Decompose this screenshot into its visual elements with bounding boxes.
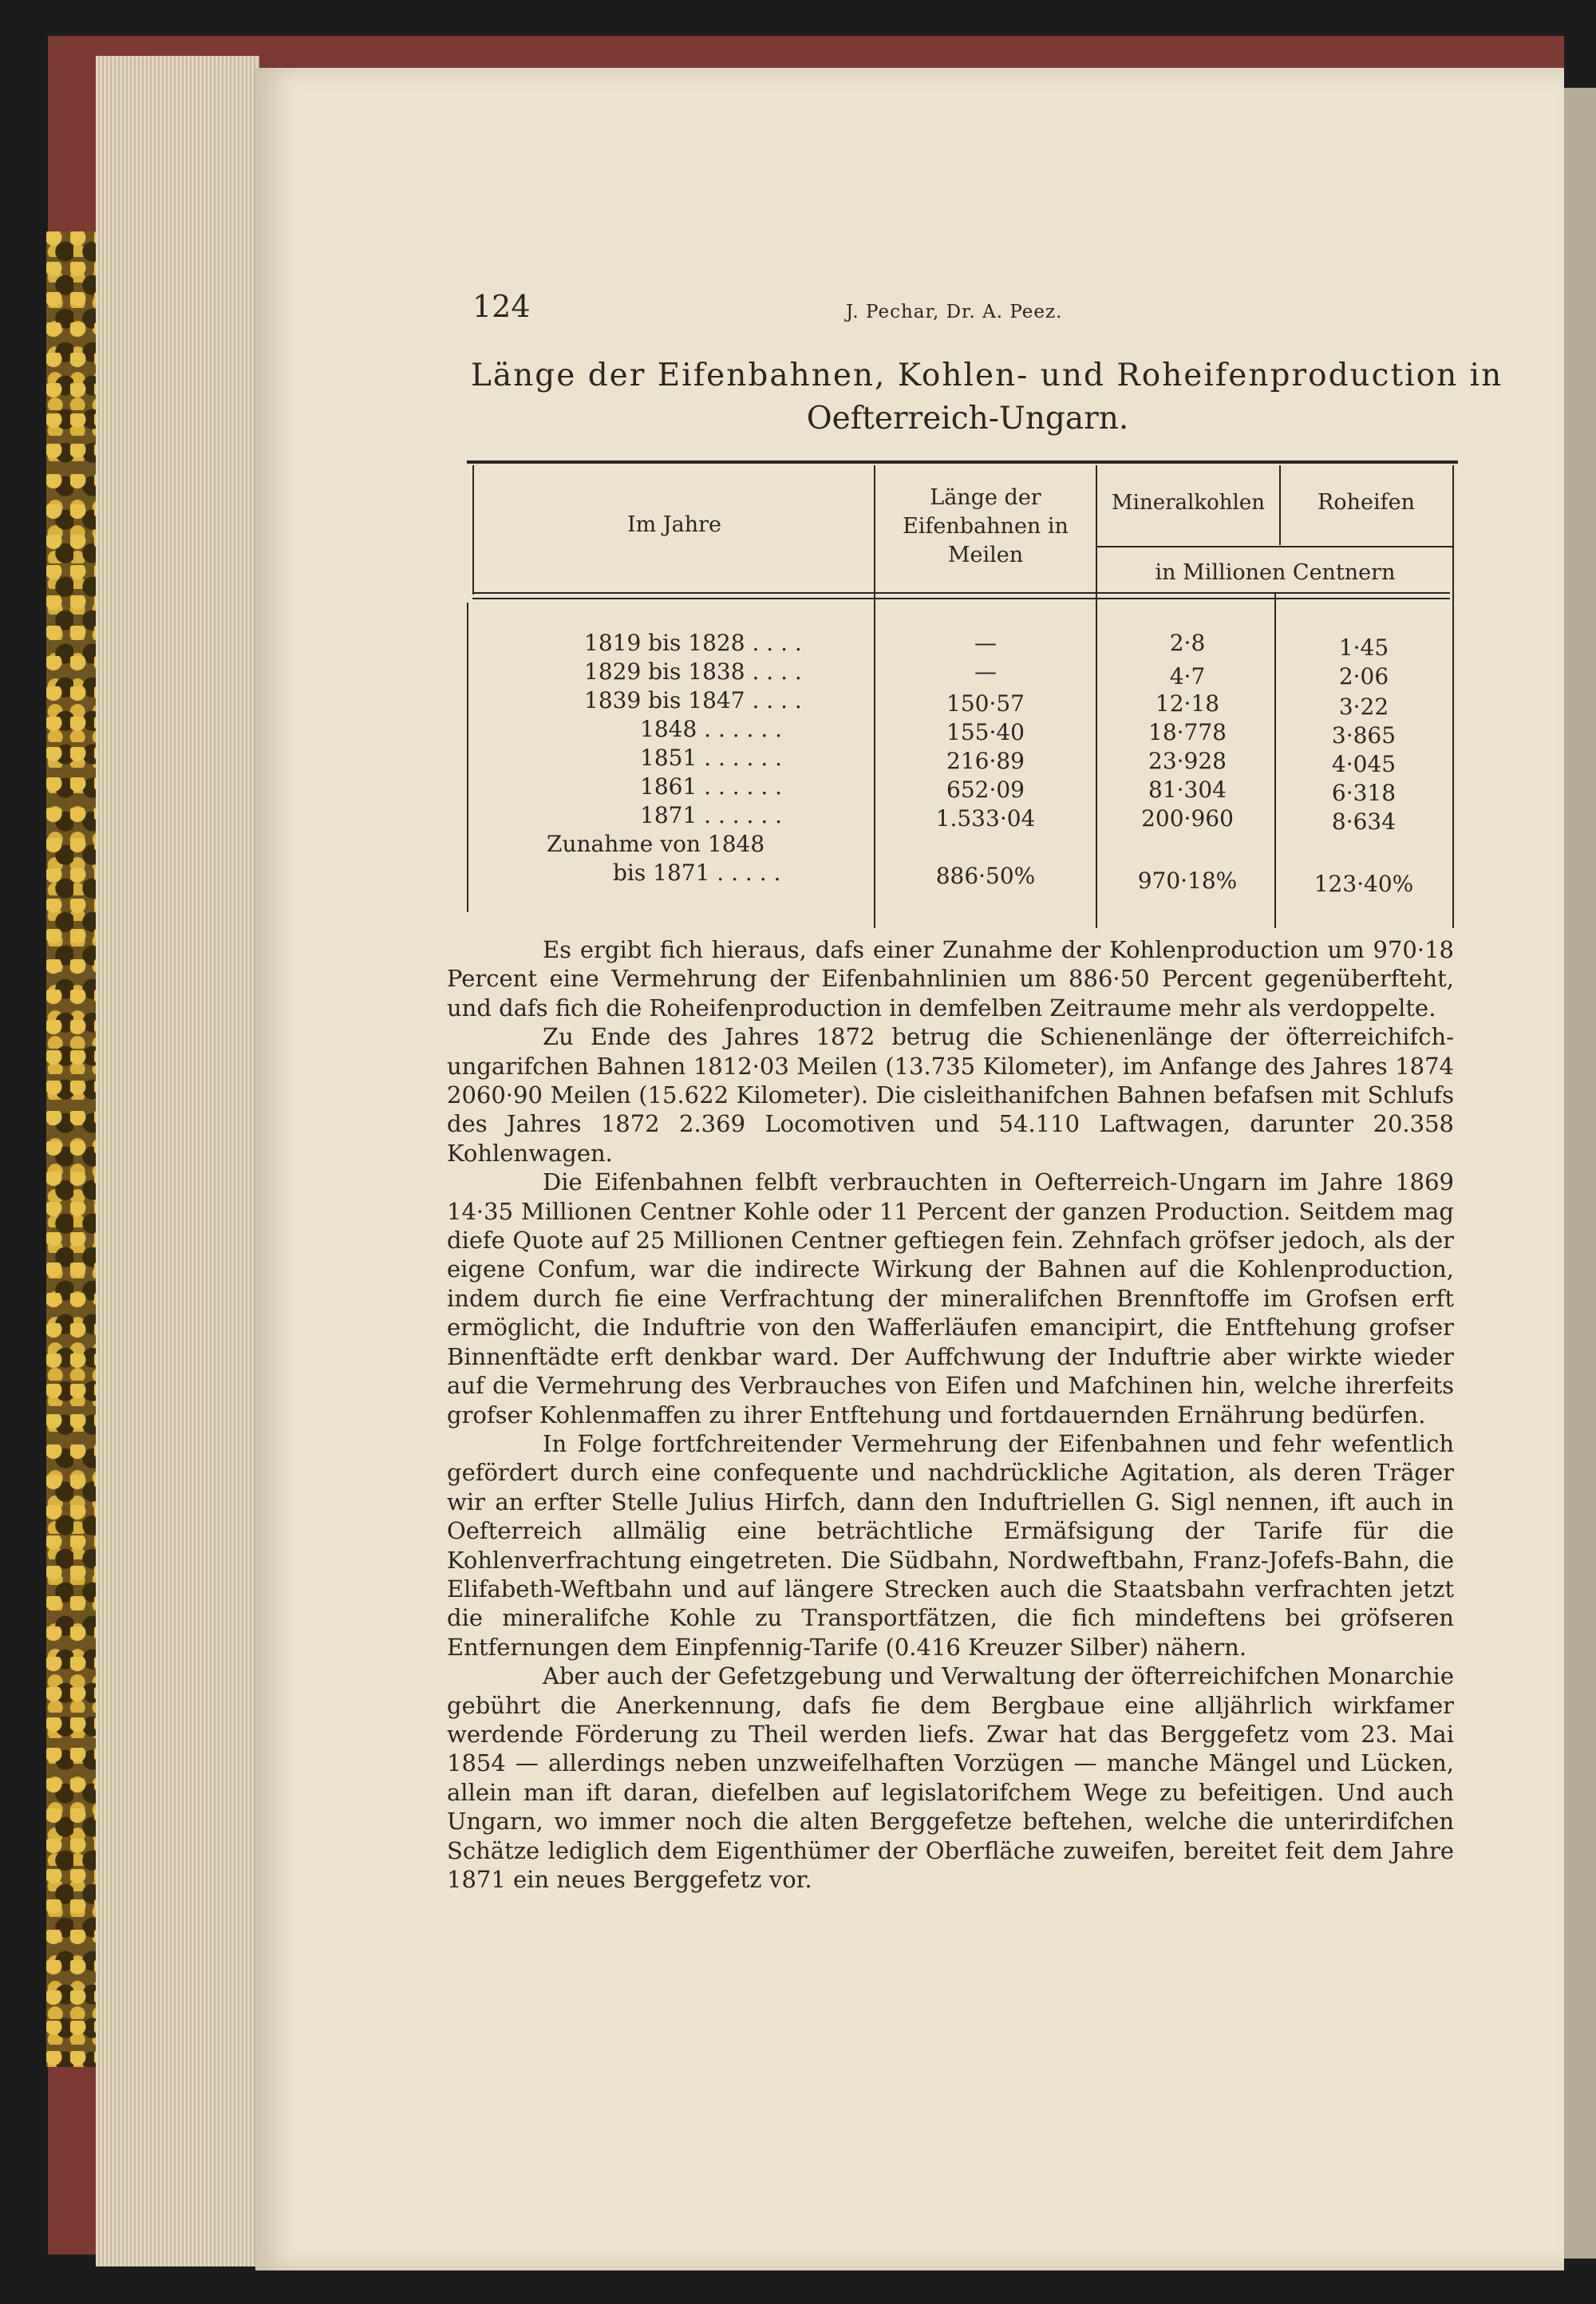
row-length: — — [974, 658, 997, 685]
col-divider-3-top — [1279, 465, 1281, 545]
row-iron: 8·634 — [1331, 808, 1396, 835]
running-head: J. Pechar, Dr. A. Peez. — [846, 302, 1063, 322]
row-coal: 18·778 — [1148, 719, 1227, 745]
header-coal: Mineralkohlen — [1112, 491, 1265, 515]
table-top-rule — [467, 460, 1458, 464]
header-iron: Roheifen — [1317, 490, 1415, 515]
row-year: 1851 . . . . . . — [640, 745, 783, 771]
row-iron: 3·865 — [1331, 722, 1396, 749]
paragraph-5: Aber auch der Gefetzgebung und Verwaltung der öfterreichifchen Monarchie gebührt die Anerkennung, dafs fie dem Bergbaue eine alljährlich wirkfamer werdende Förderung zu Theil werden liefs. Zwar hat das Berggefetz vom 23. Mai 1854 — allerdings neben unzweifelhaften Vorzügen — manche Mängel und Lücken, allein man ift daran, diefelben auf legislatorifchem Wege zu befeitigen. Und auch Ungarn, wo immer noch die alten Berggefetze beftehen, welche die unterirdifchen Schätze lediglich dem Eigenthümer der Oberfläche zuweifen, bereitet feit dem Jahre 1871 ein neues Berggefetz vor. — [447, 1662, 1454, 1893]
header-year: Im Jahre — [626, 512, 722, 537]
page-number: 124 — [472, 289, 531, 324]
total-label-2: bis 1871 . . . . . — [613, 860, 781, 886]
table-title-line-2: Oefterreich-Ungarn. — [806, 401, 1129, 437]
table-left-rule — [472, 465, 474, 595]
row-iron: 4·045 — [1331, 751, 1396, 777]
row-coal: 81·304 — [1148, 777, 1227, 803]
row-year: 1848 . . . . . . — [640, 716, 783, 742]
unit-rule — [1097, 546, 1454, 547]
total-length: 886·50% — [935, 863, 1036, 889]
row-iron: 3·22 — [1338, 694, 1389, 720]
row-length: 1.533·04 — [935, 805, 1036, 832]
right-page-edge — [1564, 88, 1596, 2259]
row-iron: 2·06 — [1338, 663, 1389, 690]
total-label-1: Zunahme von 1848 — [547, 831, 765, 857]
row-coal: 12·18 — [1155, 690, 1220, 717]
row-iron: 6·318 — [1331, 780, 1396, 806]
row-coal: 200·960 — [1141, 805, 1234, 832]
header-rule-1 — [472, 592, 1450, 594]
row-year: 1829 bis 1838 . . . . — [584, 658, 802, 685]
total-iron: 123·40% — [1314, 871, 1414, 897]
page-stack — [96, 56, 259, 2266]
row-iron: 1·45 — [1338, 634, 1389, 661]
total-coal: 970·18% — [1137, 867, 1238, 894]
row-length: 216·89 — [946, 748, 1025, 774]
row-year: 1839 bis 1847 . . . . — [584, 687, 802, 713]
header-length-2: Eifenbahnen in — [903, 514, 1069, 539]
col-divider-2 — [1096, 465, 1097, 928]
paragraph-4: In Folge fortfchreitender Vermehrung der Eifenbahnen und fehr wefentlich gefördert durch eine confequente und nachdrückliche Agitation, als deren Träger wir an erfter Stelle Julius Hirfch, dann den Induftriellen G. Sigl nennen, ift auch in Oefterreich allmälig eine beträchtliche Ermäfsigung der Tarife für die Kohlenverfrachtung eingetreten. Die Südbahn, Nordweftbahn, Franz-Jofefs-Bahn, die Elifabeth-Weftbahn und auf längere Strecken auch die Staatsbahn verfrachten jetzt die mineralifche Kohle zu Transportfätzen, die fich mindeftens bei gröfseren Entfernungen dem Einpfennig-Tarife (0.416 Kreuzer Silber) nähern. — [447, 1429, 1454, 1661]
row-year: 1871 . . . . . . — [640, 802, 783, 828]
table-title-line-1: Länge der Eifenbahnen, Kohlen- und Roheifenproduction in — [471, 358, 1503, 393]
paragraph-2: Zu Ende des Jahres 1872 betrug die Schienenlänge der öfterreichifch-ungarifchen Bahnen 1812·03 Meilen (13.735 Kilometer), im Anfange des Jahres 1874 2060·90 Meilen (15.622 Kilometer). Die cisleithanifchen Bahnen befafsen mit Schlufs des Jahres 1872 2.369 Locomotiven und 54.110 Laftwagen, darunter 20.358 Kohlenwagen. — [447, 1023, 1454, 1167]
row-coal: 23·928 — [1148, 748, 1227, 774]
paragraph-3: Die Eifenbahnen felbft verbrauchten in Oefterreich-Ungarn im Jahre 1869 14·35 Millionen Centner Kohle oder 11 Percent der ganzen Production. Seitdem mag diefe Quote auf 25 Millionen Centner geftiegen fein. Zehnfach gröfser jedoch, als der eigene Confum, war die indirecte Wirkung der Bahnen auf die Kohlenproduction, indem durch fie eine Verfrachtung der mineralifchen Brennftoffe im Grofsen erft ermöglicht, die Induftrie von den Wafferläufen emancipirt, die Entftehung grofser Binnenftädte erft denkbar ward. Der Auffchwung der Induftrie aber wirkte wieder auf die Vermehrung des Verbrauches von Eifen und Mafchinen hin, welche ihrerfeits grofser Kohlenmaffen zu ihrer Entftehung und fortdauernden Ernährung bedürfen. — [447, 1168, 1454, 1429]
row-length: — — [974, 630, 997, 656]
body-text — [447, 935, 1454, 1894]
row-coal: 4·7 — [1169, 663, 1206, 690]
header-length-3: Meilen — [947, 543, 1024, 567]
row-length: 652·09 — [946, 777, 1025, 803]
header-unit: in Millionen Centnern — [1155, 560, 1396, 585]
row-coal: 2·8 — [1169, 630, 1206, 656]
row-length: 150·57 — [946, 690, 1025, 717]
row-length: 155·40 — [946, 719, 1025, 745]
col-divider-1 — [874, 465, 875, 928]
row-year: 1819 bis 1828 . . . . — [584, 630, 802, 656]
paragraph-1: Es ergibt fich hieraus, dafs einer Zunahme der Kohlenproduction um 970·18 Percent eine Vermehrung der Eifenbahnlinien um 886·50 Percent gegenüberfteht, und dafs fich die Roheifenproduction in demfelben Zeitraume mehr als verdoppelte. — [447, 936, 1454, 1022]
header-length-1: Länge der — [930, 485, 1041, 510]
row-year: 1861 . . . . . . — [640, 773, 783, 800]
body-left-rule — [467, 603, 468, 912]
table-right-rule — [1452, 465, 1454, 928]
header-rule-2 — [472, 598, 1450, 599]
